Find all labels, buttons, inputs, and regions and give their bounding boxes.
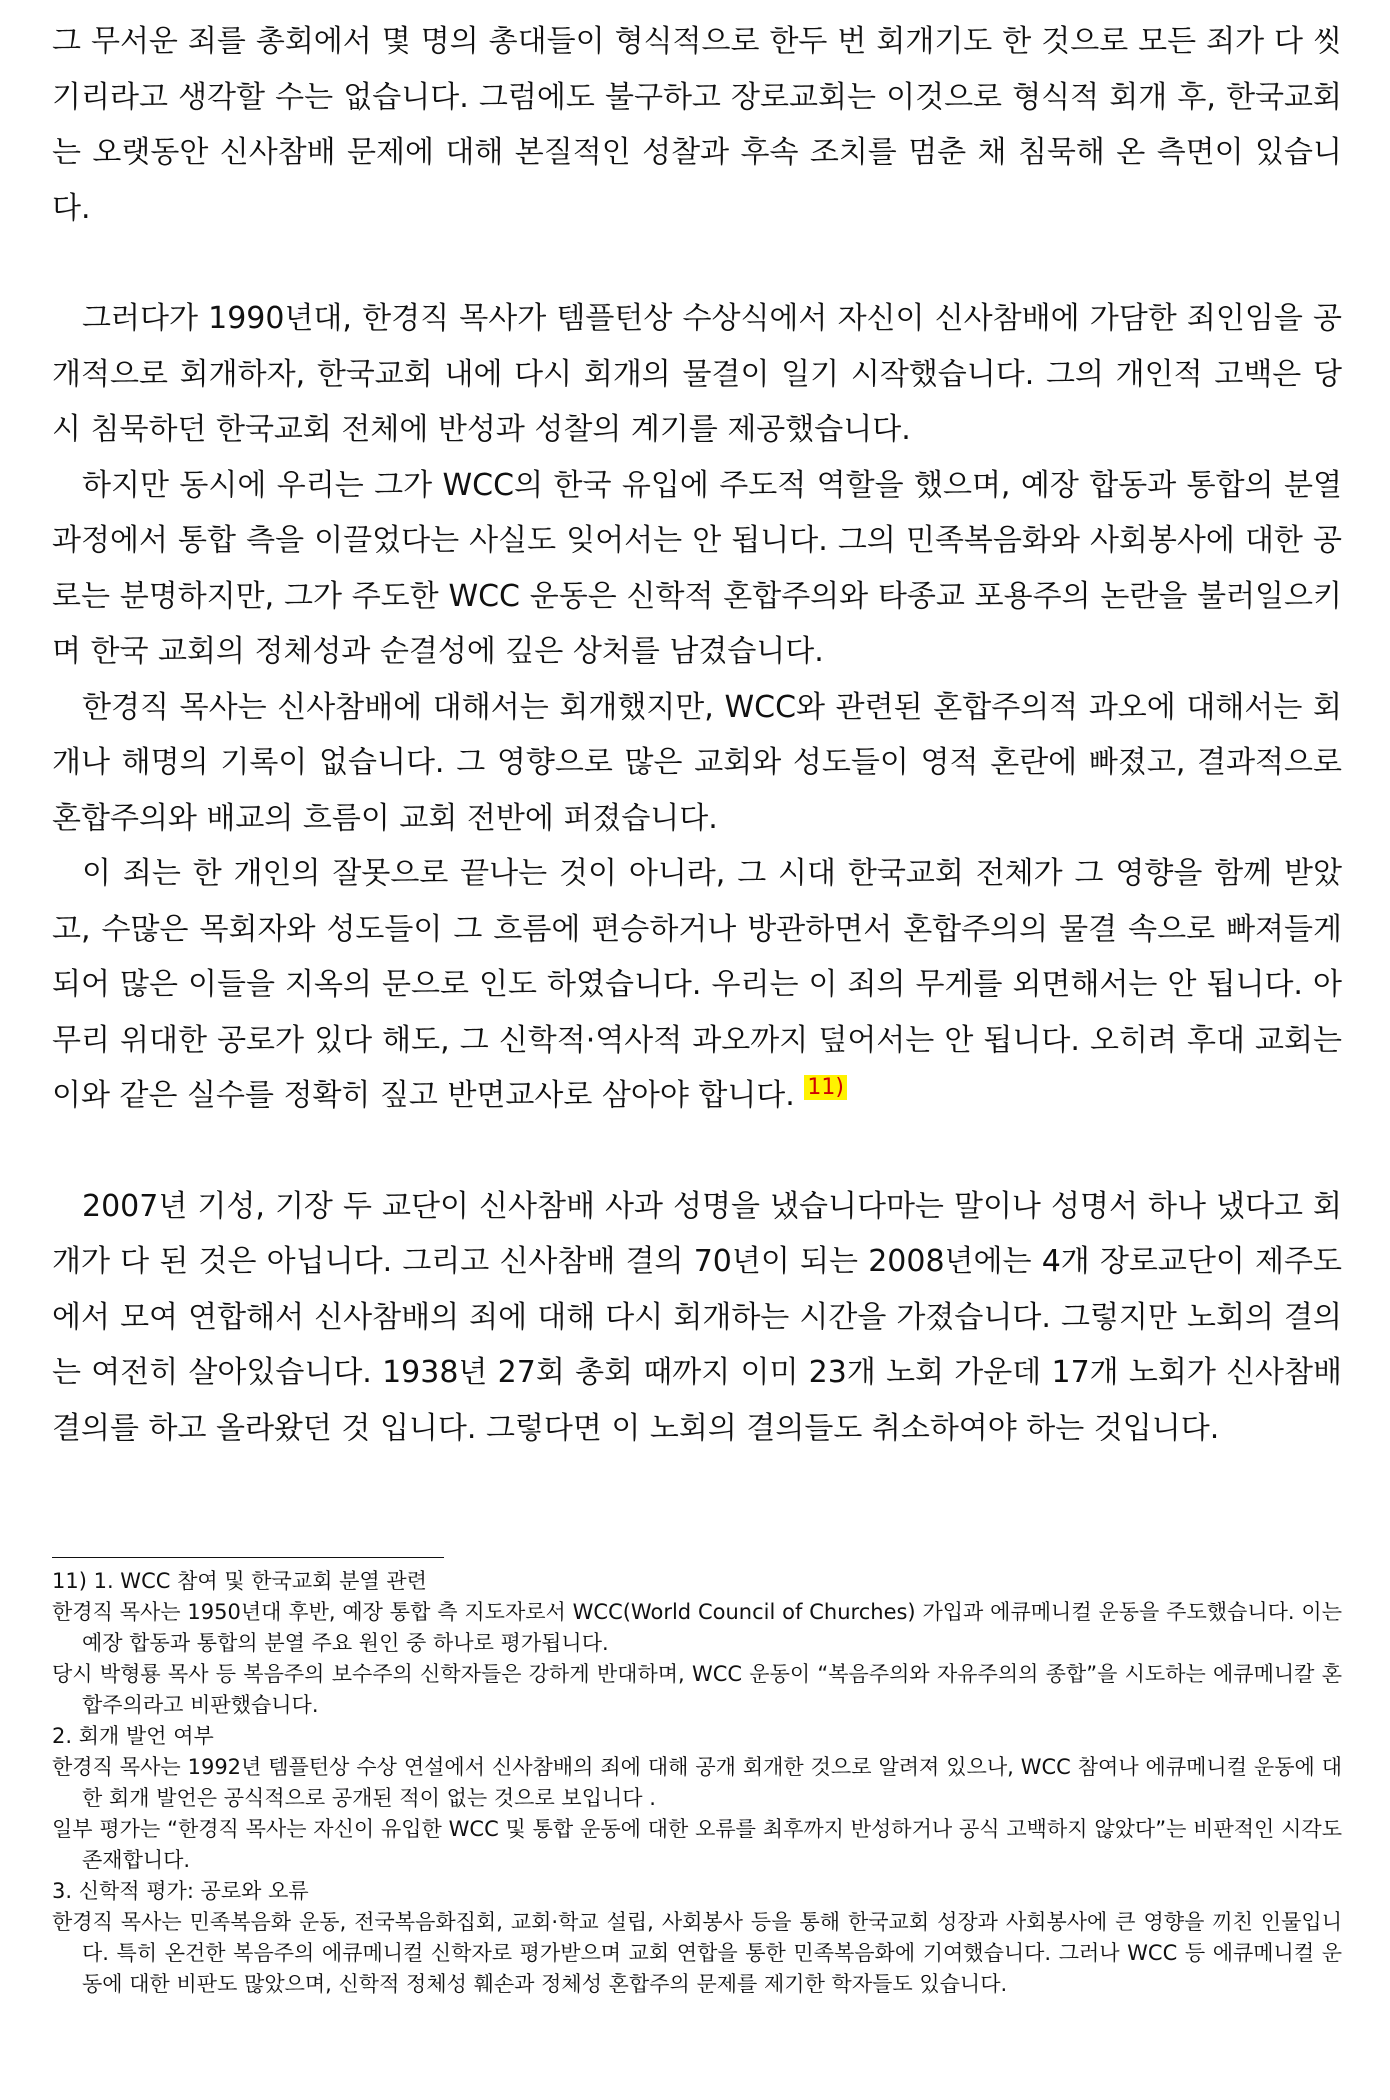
footnote-item: 한경직 목사는 민족복음화 운동, 전국복음화집회, 교회·학교 설립, 사회봉사 등을 통해 한국교회 성장과 사회봉사에 큰 영향을 끼친 인물입니다. 특히 온건한 복음주의 에큐메니컬 신학자로 평가받으며 교회 연합을 통한 민족복음화에 기여했습니다. 그러나 WCC 등 에큐메니컬 운동에 대한 비판도 많았으며, 신학적 정체성 훼손과 정체성 혼합주의 문제를 제기한 학자들도 있습니다. <box>52 1910 1342 1996</box>
paragraph-3: 하지만 동시에 우리는 그가 WCC의 한국 유입에 주도적 역할을 했으며, 예장 합동과 통합의 분열 과정에서 통합 측을 이끌었다는 사실도 잊어서는 안 됩니다. 그의 민족복음화와 사회봉사에 대한 공로는 분명하지만, 그가 주도한 WCC 운동은 신학적 혼합주의와 타종교 포용주의 논란을 불러일으키며 한국 교회의 정체성과 순결성에 깊은 상처를 남겼습니다. <box>52 467 1342 669</box>
footnote-heading-3: 3. 신학적 평가: 공로와 오류 <box>52 1879 309 1903</box>
body-text <box>52 14 1342 1456</box>
footnote-divider <box>52 1557 444 1558</box>
paragraph-5-text: 이 죄는 한 개인의 잘못으로 끝나는 것이 아니라, 그 시대 한국교회 전체가 그 영향을 함께 받았고, 수많은 목회자와 성도들이 그 흐름에 편승하거나 방관하면서 혼합주의의 물결 속으로 빠져들게 되어 많은 이들을 지옥의 문으로 인도 하였습니다. 우리는 이 죄의 무게를 외면해서는 안 됩니다. 아무리 위대한 공로가 있다 해도, 그 신학적·역사적 과오까지 덮어서는 안 됩니다. 오히려 후대 교회는 이와 같은 실수를 정확히 짚고 반면교사로 삼아야 합니다. <box>52 856 1342 1113</box>
paragraph-5 <box>52 846 1342 1124</box>
footnote-item: 당시 박형룡 목사 등 복음주의 보수주의 신학자들은 강하게 반대하며, WCC 운동이 “복음주의와 자유주의의 종합”을 시도하는 에큐메니칼 혼합주의라고 비판했습니다. <box>52 1662 1342 1717</box>
footnote-item: 한경직 목사는 1992년 템플턴상 수상 연설에서 신사참배의 죄에 대해 공개 회개한 것으로 알려져 있으나, WCC 참여나 에큐메니컬 운동에 대한 회개 발언은 공식적으로 공개된 적이 없는 것으로 보입니다 . <box>52 1755 1342 1810</box>
paragraph-6: 2007년 기성, 기장 두 교단이 신사참배 사과 성명을 냈습니다마는 말이나 성명서 하나 냈다고 회개가 다 된 것은 아닙니다. 그리고 신사참배 결의 70년이 되는 2008년에는 4개 장로교단이 제주도에서 모여 연합해서 신사참배의 죄에 대해 다시 회개하는 시간을 가졌습니다. 그렇지만 노회의 결의는 여전히 살아있습니다. 1938년 27회 총회 때까지 이미 23개 노회 가운데 17개 노회가 신사참배 결의를 하고 올라왔던 것 입니다. 그렇다면 이 노회의 결의들도 취소하여야 하는 것입니다. <box>52 1188 1342 1446</box>
paragraph-gap <box>52 236 1342 291</box>
footnotes <box>52 1566 1342 2000</box>
footnote-heading-2: 2. 회개 발언 여부 <box>52 1724 214 1748</box>
footnote-heading-1: 11) 1. WCC 참여 및 한국교회 분열 관련 <box>52 1569 427 1593</box>
paragraph-gap <box>52 1124 1342 1179</box>
footnote-item: 한경직 목사는 1950년대 후반, 예장 통합 측 지도자로서 WCC(World Council of Churches) 가입과 에큐메니컬 운동을 주도했습니다. 이는 예장 합동과 통합의 분열 주요 원인 중 하나로 평가됩니다. <box>52 1600 1342 1655</box>
footnote-reference[interactable]: 11) <box>804 1075 847 1100</box>
paragraph-4: 한경직 목사는 신사참배에 대해서는 회개했지만, WCC와 관련된 혼합주의적 과오에 대해서는 회개나 해명의 기록이 없습니다. 그 영향으로 많은 교회와 성도들이 영적 혼란에 빠졌고, 결과적으로 혼합주의와 배교의 흐름이 교회 전반에 퍼졌습니다. <box>52 689 1342 836</box>
footnote-item: 일부 평가는 “한경직 목사는 자신이 유입한 WCC 및 통합 운동에 대한 오류를 최후까지 반성하거나 공식 고백하지 않았다”는 비판적인 시각도 존재합니다. <box>52 1817 1342 1872</box>
paragraph-1: 그 무서운 죄를 총회에서 몇 명의 총대들이 형식적으로 한두 번 회개기도 한 것으로 모든 죄가 다 씻기리라고 생각할 수는 없습니다. 그럼에도 불구하고 장로교회는 이것으로 형식적 회개 후, 한국교회는 오랫동안 신사참배 문제에 대해 본질적인 성찰과 후속 조치를 멈춘 채 침묵해 온 측면이 있습니다. <box>52 24 1342 226</box>
paragraph-2: 그러다가 1990년대, 한경직 목사가 템플턴상 수상식에서 자신이 신사참배에 가담한 죄인임을 공개적으로 회개하자, 한국교회 내에 다시 회개의 물결이 일기 시작했습니다. 그의 개인적 고백은 당시 침묵하던 한국교회 전체에 반성과 성찰의 계기를 제공했습니다. <box>52 301 1342 447</box>
